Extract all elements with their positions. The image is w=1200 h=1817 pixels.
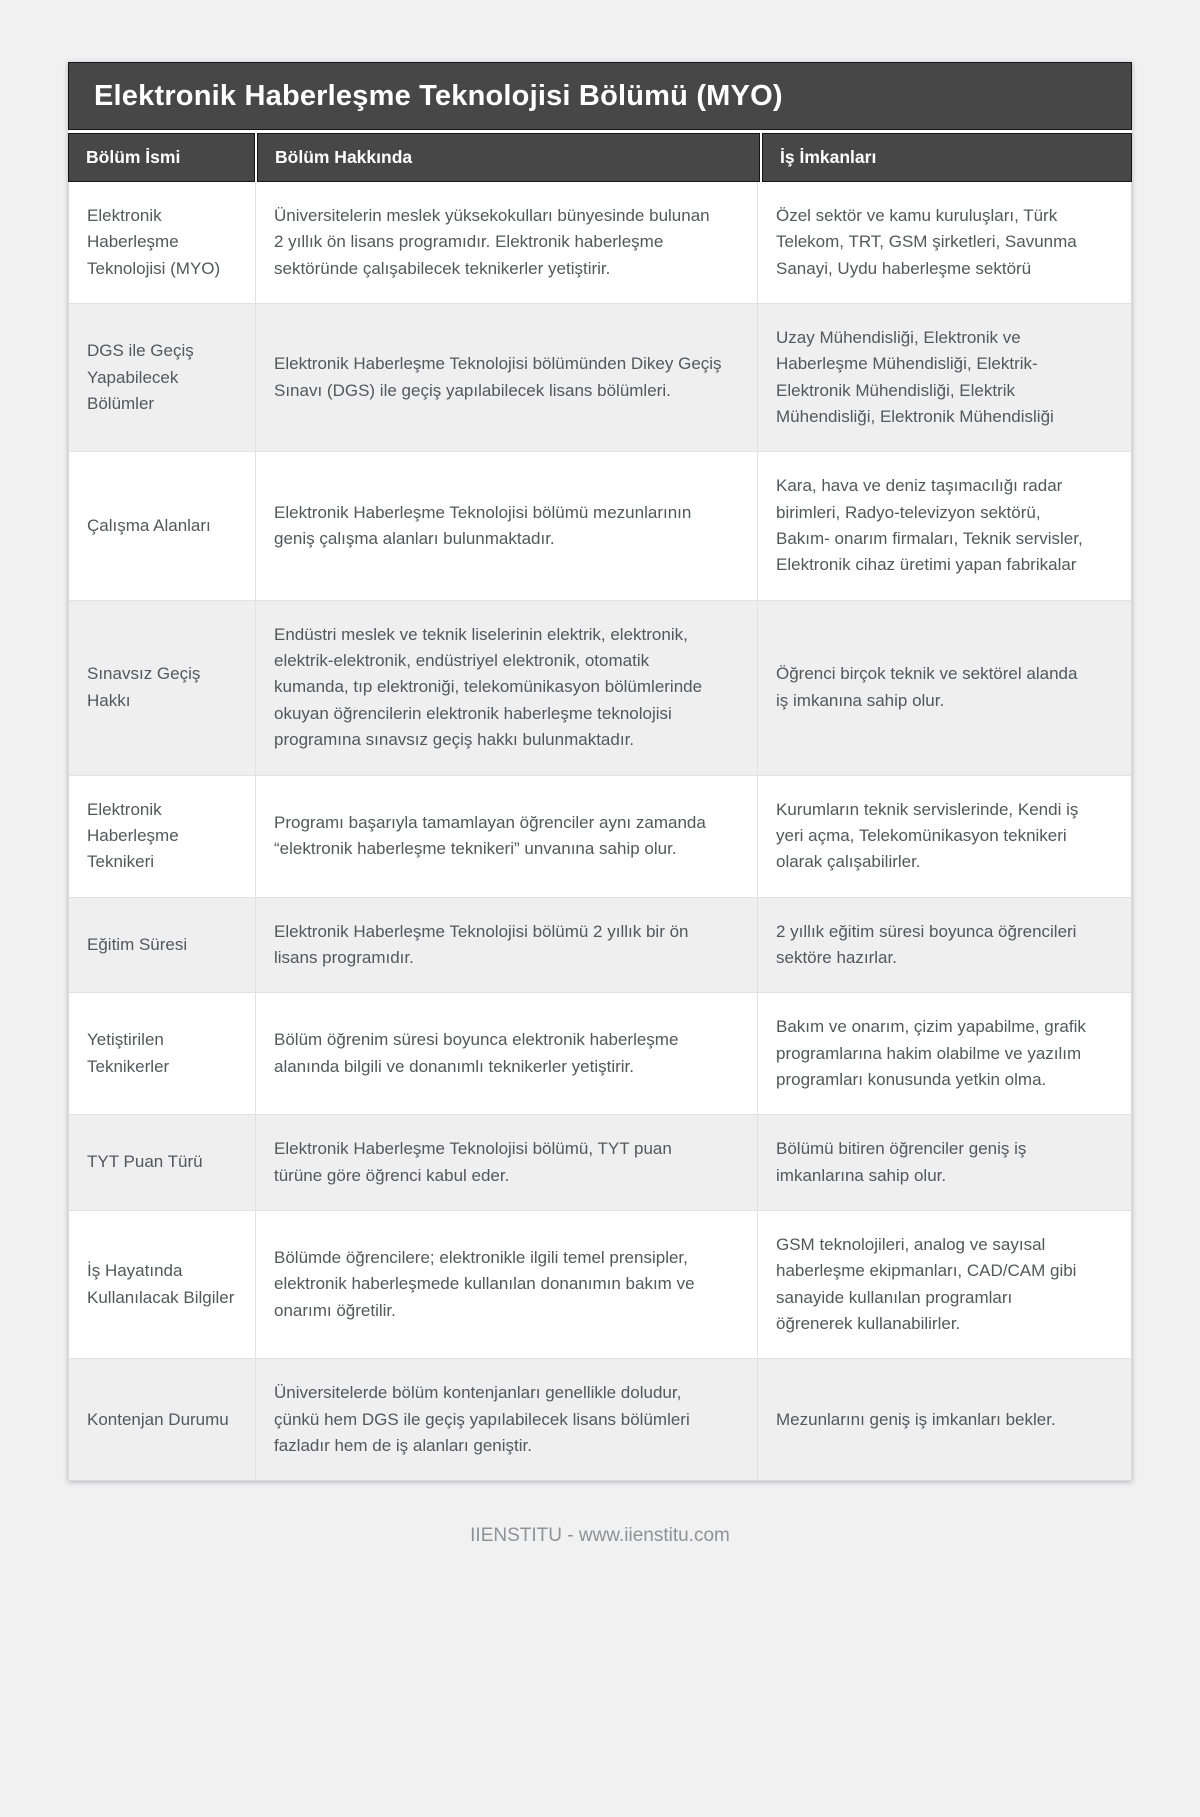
footer-text: IIENSTITU - www.iienstitu.com [470, 1525, 730, 1547]
table-row [69, 1358, 1131, 1480]
cell-name: TYT Puan Türü [87, 1152, 203, 1172]
table-row [69, 303, 1131, 451]
cell-jobs: Bölümü bitiren öğrenciler geniş iş imkanlarına sahip olur. [757, 1115, 1131, 1210]
cell-about: Programı başarıyla tamamlayan öğrenciler aynı zamanda “elektronik haberleşme teknikeri” unvanına sahip olur. [255, 776, 757, 897]
cell-name: Çalışma Alanları [87, 515, 211, 535]
cell-about: Bölümde öğrencilere; elektronikle ilgili temel prensipler, elektronik haberleşmede kullanılan donanımın bakım ve onarımı öğretilir. [255, 1211, 757, 1358]
column-header-bolum-ismi: Bölüm İsmi [68, 133, 255, 182]
cell-about: Elektronik Haberleşme Teknolojisi bölümü mezunlarının geniş çalışma alanları bulunmaktadır. [255, 452, 757, 599]
cell-about: Endüstri meslek ve teknik liselerinin elektrik, elektronik, elektrik-elektronik, endüstriyel elektronik, otomatik kumanda, tıp elektroniği, telekomünikasyon bölümlerinde okuyan öğrencilerin elektronik haberleşme teknolojisi programına sınavsız geçiş hakkı bulunmaktadır. [255, 601, 757, 775]
cell-about: Elektronik Haberleşme Teknolojisi bölümü, TYT puan türüne göre öğrenci kabul eder. [255, 1115, 757, 1210]
cell-name: Sınavsız Geçiş Hakkı [87, 664, 201, 710]
cell-about: Elektronik Haberleşme Teknolojisi bölümü 2 yıllık bir ön lisans programıdır. [255, 898, 757, 993]
page-title: Elektronik Haberleşme Teknolojisi Bölümü (MYO) [68, 62, 1132, 130]
cell-name: Eğitim Süresi [87, 934, 188, 954]
column-header-bolum-hakkinda: Bölüm Hakkında [257, 133, 760, 182]
cell-jobs: Kara, hava ve deniz taşımacılığı radar birimleri, Radyo-televizyon sektörü, Bakım- onarım firmaları, Teknik servisler, Elektronik cihaz üretimi yapan fabrikalar [757, 452, 1131, 599]
cell-jobs: GSM teknolojileri, analog ve sayısal haberleşme ekipmanları, CAD/CAM gibi sanayide kullanılan programları öğrenerek kullanabilirler. [757, 1211, 1131, 1358]
cell-about: Üniversitelerde bölüm kontenjanları genellikle doludur, çünkü hem DGS ile geçiş yapılabilecek lisans bölümleri fazladır hem de iş alanları geniştir. [255, 1359, 757, 1480]
cell-jobs: Öğrenci birçok teknik ve sektörel alanda iş imkanına sahip olur. [757, 601, 1131, 775]
table-header-row [68, 133, 1132, 182]
cell-name: Kontenjan Durumu [87, 1409, 229, 1429]
cell-jobs: 2 yıllık eğitim süresi boyunca öğrencileri sektöre hazırlar. [757, 898, 1131, 993]
cell-jobs: Bakım ve onarım, çizim yapabilme, grafik programlarına hakim olabilme ve yazılım programları konusunda yetkin olma. [757, 993, 1131, 1114]
document-card [68, 62, 1132, 1481]
table-body [68, 182, 1132, 1481]
cell-name: Yetiştirilen Teknikerler [87, 1030, 170, 1076]
cell-jobs: Mezunlarını geniş iş imkanları bekler. [757, 1359, 1131, 1480]
table-row [69, 1210, 1131, 1358]
cell-about: Bölüm öğrenim süresi boyunca elektronik haberleşme alanında bilgili ve donanımlı teknikerler yetiştirir. [255, 993, 757, 1114]
table-row [69, 775, 1131, 897]
cell-name: Elektronik Haberleşme Teknikeri [87, 799, 179, 872]
cell-name: Elektronik Haberleşme Teknolojisi (MYO) [87, 206, 221, 278]
cell-name: DGS ile Geçiş Yapabilecek Bölümler [87, 341, 194, 413]
table-row [69, 451, 1131, 599]
cell-jobs: Özel sektör ve kamu kuruluşları, Türk Telekom, TRT, GSM şirketleri, Savunma Sanayi, Uydu haberleşme sektörü [757, 182, 1131, 303]
table-row [69, 992, 1131, 1114]
cell-name: İş Hayatında Kullanılacak Bilgiler [87, 1261, 235, 1307]
table-row [69, 600, 1131, 775]
table-row [69, 1114, 1131, 1210]
cell-jobs: Kurumların teknik servislerinde, Kendi iş yeri açma, Telekomünikasyon teknikeri olarak çalışabilirler. [757, 776, 1131, 897]
cell-jobs: Uzay Mühendisliği, Elektronik ve Haberleşme Mühendisliği, Elektrik-Elektronik Mühendisliği, Elektrik Mühendisliği, Elektronik Mühendisliği [757, 304, 1131, 451]
column-header-is-imkanlari: İş İmkanları [762, 133, 1132, 182]
cell-about: Üniversitelerin meslek yüksekokulları bünyesinde bulunan 2 yıllık ön lisans programıdır. Elektronik haberleşme sektöründe çalışabilecek teknikerler yetiştirir. [255, 182, 757, 303]
cell-about: Elektronik Haberleşme Teknolojisi bölümünden Dikey Geçiş Sınavı (DGS) ile geçiş yapılabilecek lisans bölümleri. [255, 304, 757, 451]
table-row [69, 182, 1131, 303]
table-row [69, 897, 1131, 993]
